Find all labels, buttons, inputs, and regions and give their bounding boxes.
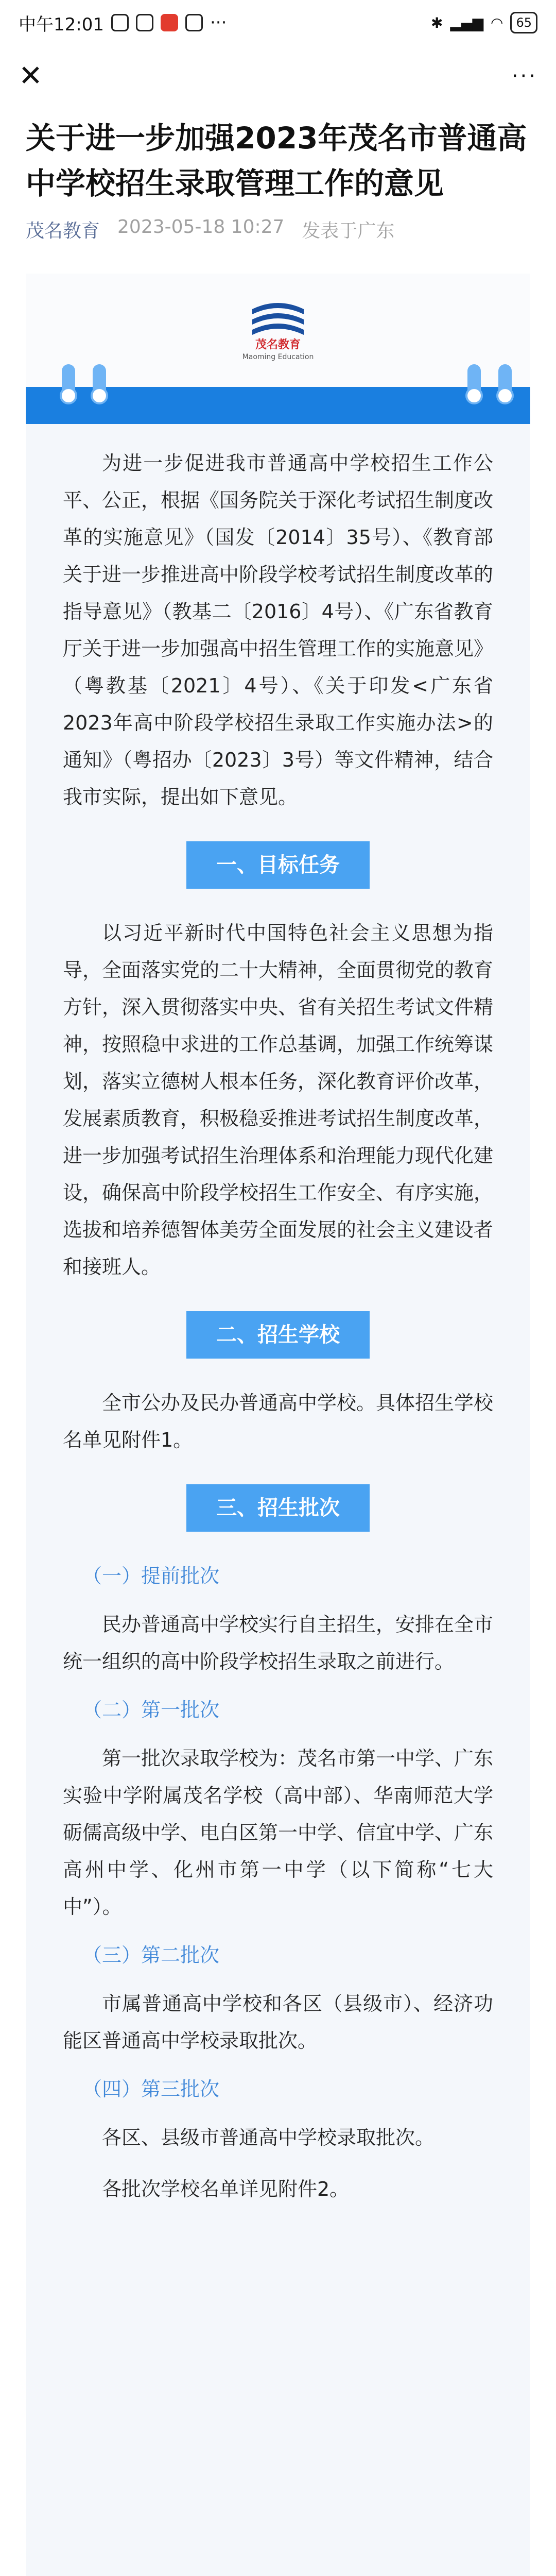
signal-icon: ▂▄▆	[450, 14, 484, 31]
maoming-education-logo	[234, 300, 322, 361]
bluetooth-icon: ✱	[430, 14, 443, 31]
section-heading: 二、招生学校	[186, 1311, 370, 1359]
app-notification-icon	[161, 14, 178, 31]
close-icon[interactable]: ✕	[19, 59, 43, 93]
section-paragraph: 民办普通高中学校实行自主招生，安排在全市统一组织的高中阶段学校招生录取之前进行。	[63, 1613, 494, 1673]
intro-paragraph: 为进一步促进我市普通高中学校招生工作公平、公正，根据《国务院关于深化考试招生制度改革的实施意见》（国发〔2014〕35号）、《教育部关于进一步推进高中阶段学校考试招生制度改革的指导意见》（教基二〔2016〕4号）、《广东省教育厅关于进一步加强高中招生管理工作的实施意见》（粤教基〔2021〕4号）、《关于印发<广东省2023年高中阶段学校招生录取工作实施办法>的通知》（粤招办〔2023〕3号）等文件精神，结合我市实际，提出如下意见。	[63, 452, 494, 808]
article-content	[26, 424, 530, 2208]
closing-paragraph: 各批次学校名单详见附件2。	[102, 2178, 350, 2200]
logo-chinese-text: 茂名教育	[255, 337, 301, 351]
section-paragraph: 以习近平新时代中国特色社会主义思想为指导，全面落实党的二十大精神，全面贯彻党的教育方针，深入贯彻落实中央、省有关招生考试文件精神，按照稳中求进的工作总基调，加强工作统筹谋划，落实立德树人根本任务，深化教育评价改革，发展素质教育，积极稳妥推进考试招生制度改革，进一步加强考试招生治理体系和治理能力现代化建设，确保高中阶段学校招生工作安全、有序实施，选拔和培养德智体美劳全面发展的社会主义建设者和接班人。	[63, 922, 494, 1278]
wifi-icon: ◠	[491, 14, 503, 31]
binder-ring-icon	[62, 364, 75, 400]
binder-ring-icon	[498, 364, 512, 400]
nav-bar	[0, 45, 556, 107]
publish-location: 发表于广东	[302, 221, 395, 242]
status-bar	[0, 0, 556, 45]
article-title: 关于进一步加强2023年茂名市普通高中学校招生录取管理工作的意见	[26, 121, 527, 201]
subsection-heading: （一）提前批次	[82, 1565, 220, 1587]
section-paragraph: 市属普通高中学校和各区（县级市）、经济功能区普通高中学校录取批次。	[63, 1992, 493, 2052]
logo-english-text: Maoming Education	[242, 352, 314, 361]
author-link[interactable]: 茂名教育	[26, 221, 100, 242]
app-notification-icon	[136, 14, 153, 31]
section-heading: 一、目标任务	[186, 841, 370, 889]
publish-datetime: 2023-05-18 10:27	[117, 216, 285, 238]
app-notification-icon	[185, 14, 203, 31]
section-paragraph: 第一批次录取学校为：茂名市第一中学、广东实验中学附属茂名学校（高中部）、华南师范大学砺儒高级中学、电白区第一中学、信宜中学、广东高州中学、化州市第一中学（以下简称“七大中”）。	[63, 1747, 494, 1918]
subsection-heading: （三）第二批次	[82, 1944, 220, 1967]
article-body	[26, 274, 530, 2576]
binder-ring-icon	[467, 364, 481, 400]
subsection-heading: （二）第一批次	[82, 1699, 220, 1721]
logo-emblem-icon	[247, 300, 309, 341]
status-time: 中午12:01	[19, 14, 104, 35]
binder-ring-icon	[93, 364, 106, 400]
subsection-heading: （四）第三批次	[82, 2078, 220, 2100]
section-paragraph: 各区、县级市普通高中学校录取批次。	[102, 2126, 435, 2149]
alarm-icon	[111, 14, 129, 31]
article-meta	[0, 206, 556, 243]
status-more-icon: ···	[210, 12, 227, 33]
section-heading: 三、招生批次	[186, 1484, 370, 1532]
more-options-icon[interactable]: ···	[511, 64, 537, 88]
decorative-binder-band	[26, 387, 530, 424]
section-paragraph: 全市公办及民办普通高中学校。具体招生学校名单见附件1。	[63, 1392, 494, 1451]
battery-icon: 65	[510, 12, 537, 33]
